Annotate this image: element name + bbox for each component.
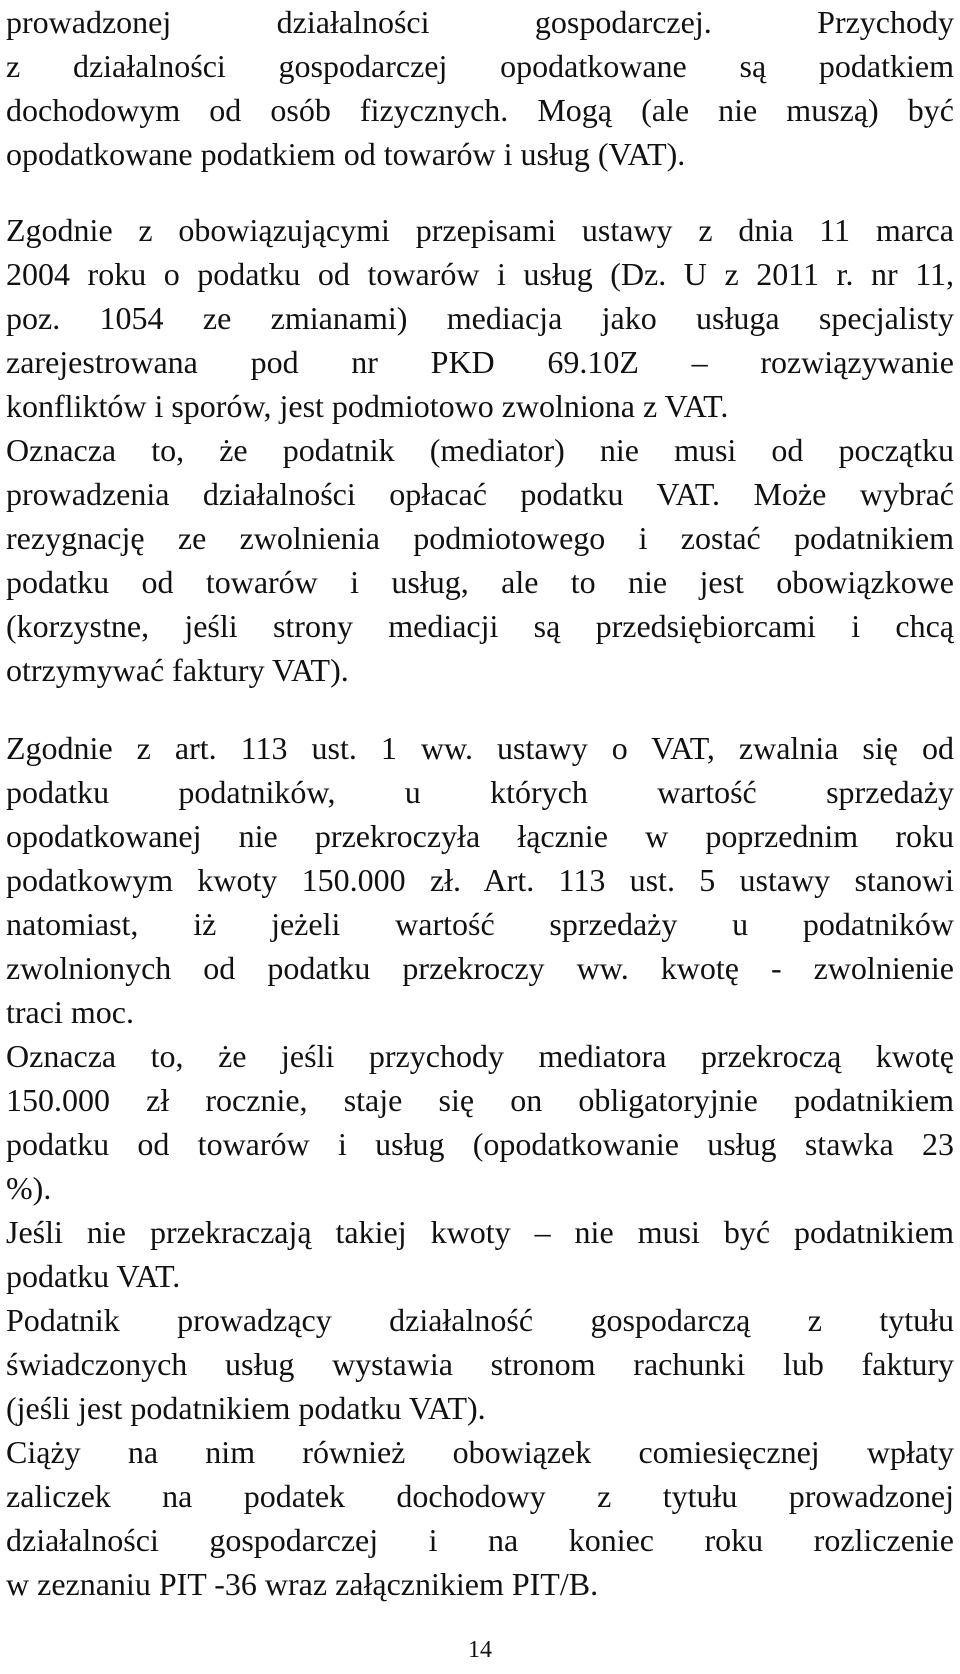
text-line: (korzystne, jeśli strony mediacji są przedsiębiorcami i chcą (6, 608, 954, 644)
text-line: Zgodnie z obowiązującymi przepisami ustawy z dnia 11 marca (6, 212, 954, 248)
text-line: Oznacza to, że jeśli przychody mediatora przekroczą kwotę (6, 1038, 954, 1074)
text-line: poz. 1054 ze zmianami) mediacja jako usługa specjalisty (6, 300, 954, 336)
text-line: podatku podatników, u których wartość sprzedaży (6, 774, 954, 810)
text-line: Podatnik prowadzący działalność gospodarczą z tytułu (6, 1302, 954, 1338)
text-line: w zeznaniu PIT -36 wraz załącznikiem PIT/B. (6, 1566, 599, 1602)
text-line: 2004 roku o podatku od towarów i usług (Dz. U z 2011 r. nr 11, (6, 256, 954, 292)
text-line: %). (6, 1170, 52, 1206)
text-line: Ciąży na nim również obowiązek comiesięcznej wpłaty (6, 1434, 954, 1470)
text-line: podatku od towarów i usług (opodatkowanie usług stawka 23 (6, 1126, 954, 1162)
text-line: z działalności gospodarczej opodatkowane są podatkiem (6, 48, 954, 84)
text-line: zaliczek na podatek dochodowy z tytułu prowadzonej (6, 1478, 954, 1514)
text-line: opodatkowane podatkiem od towarów i usług (VAT). (6, 136, 686, 172)
text-line: zarejestrowana pod nr PKD 69.10Z – rozwiązywanie (6, 344, 954, 380)
page-number: 14 (468, 1637, 492, 1663)
text-line: świadczonych usług wystawia stronom rachunki lub faktury (6, 1346, 954, 1382)
text-line: konfliktów i sporów, jest podmiotowo zwolniona z VAT. (6, 388, 729, 424)
text-line: Jeśli nie przekraczają takiej kwoty – nie musi być podatnikiem (6, 1214, 954, 1250)
text-line: Zgodnie z art. 113 ust. 1 ww. ustawy o VAT, zwalnia się od (6, 730, 954, 766)
text-line: traci moc. (6, 994, 134, 1030)
text-line: opodatkowanej nie przekroczyła łącznie w poprzednim roku (6, 818, 954, 854)
text-line: podatku od towarów i usług, ale to nie jest obowiązkowe (6, 564, 954, 600)
text-line: podatku VAT. (6, 1258, 181, 1294)
text-line: prowadzonej działalności gospodarczej. Przychody (6, 4, 954, 40)
text-line: 150.000 zł rocznie, staje się on obligatoryjnie podatnikiem (6, 1082, 954, 1118)
text-line: zwolnionych od podatku przekroczy ww. kwotę - zwolnienie (6, 950, 954, 986)
text-line: (jeśli jest podatnikiem podatku VAT). (6, 1390, 486, 1426)
text-line: natomiast, iż jeżeli wartość sprzedaży u podatników (6, 906, 954, 942)
text-line: podatkowym kwoty 150.000 zł. Art. 113 ust. 5 ustawy stanowi (6, 862, 954, 898)
text-line: rezygnację ze zwolnienia podmiotowego i zostać podatnikiem (6, 520, 954, 556)
text-line: otrzymywać faktury VAT). (6, 652, 349, 688)
text-line: Oznacza to, że podatnik (mediator) nie musi od początku (6, 432, 954, 468)
text-line: działalności gospodarczej i na koniec roku rozliczenie (6, 1522, 954, 1558)
text-line: prowadzenia działalności opłacać podatku VAT. Może wybrać (6, 476, 954, 512)
text-line: dochodowym od osób fizycznych. Mogą (ale nie muszą) być (6, 92, 954, 128)
